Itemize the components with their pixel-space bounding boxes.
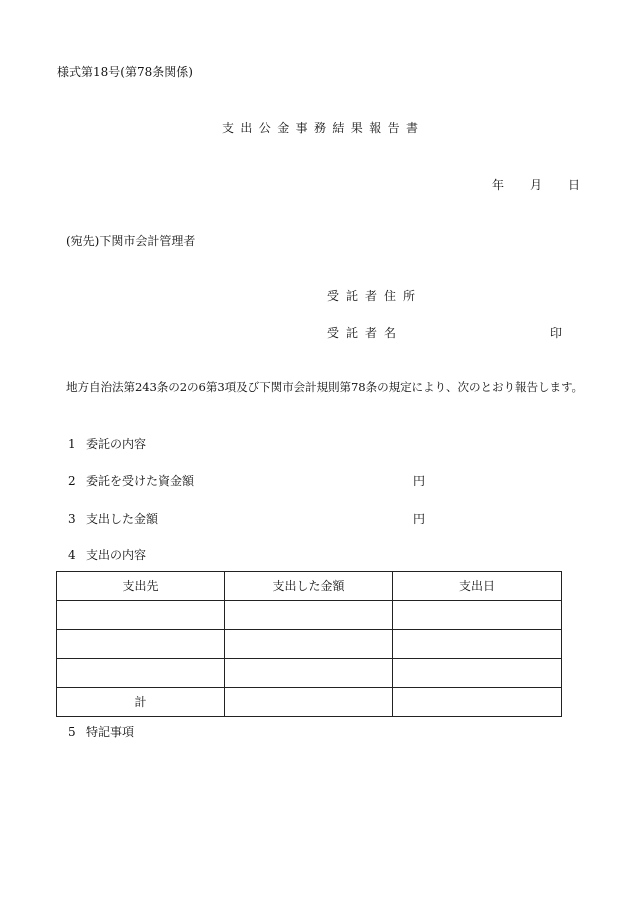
item-2-label: 委託を受けた資金額 bbox=[86, 474, 195, 488]
item-1-label: 委託の内容 bbox=[86, 437, 147, 451]
trustee-address-label: 受託者住所 bbox=[327, 289, 423, 303]
total-date-cell[interactable] bbox=[393, 688, 562, 717]
table-cell[interactable] bbox=[225, 601, 393, 630]
document-title: 支出公金事務結果報告書 bbox=[222, 121, 425, 135]
item-5-label: 特記事項 bbox=[86, 725, 135, 739]
recipient: (宛先)下関市会計管理者 bbox=[66, 234, 196, 248]
date-line bbox=[492, 179, 580, 191]
expense-table bbox=[56, 571, 562, 717]
item-1-number: 1 bbox=[68, 437, 76, 451]
statement-text: 地方自治法第243条の2の6第3項及び下関市会計規則第78条の規定により、次のとおり報告します。 bbox=[66, 380, 584, 394]
table-cell[interactable] bbox=[57, 659, 225, 688]
item-2-number: 2 bbox=[68, 474, 76, 488]
date-month: 月 bbox=[530, 178, 543, 192]
item-3-number: 3 bbox=[68, 512, 76, 526]
item-4-label: 支出の内容 bbox=[86, 548, 147, 562]
item-3-label: 支出した金額 bbox=[86, 512, 159, 526]
table-cell[interactable] bbox=[393, 630, 562, 659]
header-amount: 支出した金額 bbox=[225, 572, 393, 601]
table-total-row bbox=[57, 688, 562, 717]
item-5-number: 5 bbox=[68, 725, 76, 739]
table-cell[interactable] bbox=[393, 659, 562, 688]
total-amount-cell[interactable] bbox=[225, 688, 393, 717]
table-cell[interactable] bbox=[225, 630, 393, 659]
table-cell[interactable] bbox=[57, 630, 225, 659]
total-label: 計 bbox=[57, 688, 225, 717]
item-3-yen-unit: 円 bbox=[413, 512, 426, 526]
table-header-row bbox=[57, 572, 562, 601]
table-cell[interactable] bbox=[57, 601, 225, 630]
date-day: 日 bbox=[568, 178, 581, 192]
table-row bbox=[57, 601, 562, 630]
date-year: 年 bbox=[492, 178, 505, 192]
table-cell[interactable] bbox=[225, 659, 393, 688]
header-date: 支出日 bbox=[393, 572, 562, 601]
form-number: 様式第18号(第78条関係) bbox=[57, 65, 193, 79]
trustee-name-label: 受託者名 bbox=[327, 326, 404, 340]
table-row bbox=[57, 630, 562, 659]
header-payee: 支出先 bbox=[57, 572, 225, 601]
seal-mark: 印 bbox=[550, 326, 563, 340]
table-cell[interactable] bbox=[393, 601, 562, 630]
item-4-number: 4 bbox=[68, 548, 76, 562]
table-row bbox=[57, 659, 562, 688]
item-2-yen-unit: 円 bbox=[413, 474, 426, 488]
